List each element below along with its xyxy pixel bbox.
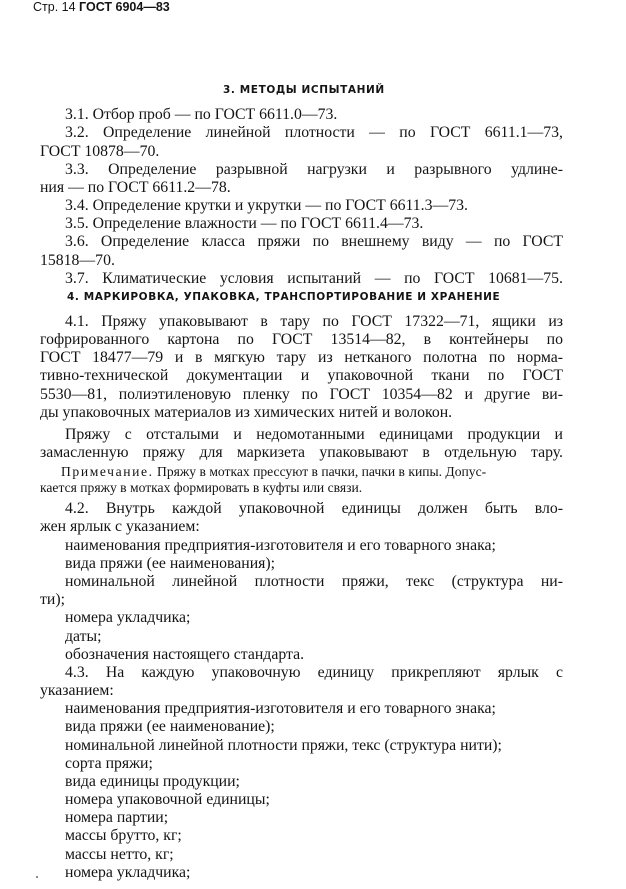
note-text: Пряжу в мотках прессуют в пачки, пачки в кипы. Допус- <box>157 464 487 479</box>
text-line: наименования предприятия-изготовителя и его товарного знака; <box>65 536 496 554</box>
section-4-heading: 4. МАРКИРОВКА, УПАКОВКА, ТРАНСПОРТИРОВАНИЕ И ХРАНЕНИЕ <box>67 290 501 303</box>
text-line: ти); <box>40 591 65 609</box>
text-line: указанием: <box>40 682 114 700</box>
note-label: Примечание. <box>61 464 154 479</box>
text-line: номера укладчика; <box>65 863 191 881</box>
text-line: номинальной линейной плотности пряжи, текс (структура нити); <box>65 736 502 754</box>
text-line: ГОСТ 18477—79 и в мягкую тару из нетканого полотна по норма- <box>40 349 563 367</box>
text-line: 4.1. Пряжу упаковывают в тару по ГОСТ 17322—71, ящики из <box>65 312 563 330</box>
text-line: сорта пряжи; <box>65 754 153 772</box>
text-line: номера укладчика; <box>65 609 191 627</box>
text-line: жен ярлык с указанием: <box>40 518 200 536</box>
scan-speck <box>36 876 38 878</box>
text-line: гофрированного картона по ГОСТ 13514—82, в контейнеры по <box>40 330 563 348</box>
text-line: вида пряжи (ее наименования); <box>65 554 276 572</box>
text-line: 3.6. Определение класса пряжи по внешнему виду — по ГОСТ <box>65 233 563 251</box>
text-line: вида пряжи (ее наименование); <box>65 718 275 736</box>
text-line: Пряжу с отсталыми и недомотанными единицами продукции и <box>65 425 563 443</box>
page-number: Стр. 14 <box>33 0 76 14</box>
text-line: 4.3. На каждую упаковочную единицу прикрепляют ярлык с <box>65 663 563 681</box>
text-line: 5530—81, полиэтиленовую пленку по ГОСТ 10354—82 и другие ви- <box>40 385 563 403</box>
text-line: 3.2. Определение линейной плотности — по ГОСТ 6611.1—73, <box>65 124 563 142</box>
text-line: вида единицы продукции; <box>65 772 240 790</box>
text-line: номера партии; <box>65 809 169 827</box>
text-line: тивно-технической документации и упаковочной ткани по ГОСТ <box>40 367 563 385</box>
section-3-heading: 3. МЕТОДЫ ИСПЫТАНИЙ <box>223 84 385 97</box>
text-line: ГОСТ 10878—70. <box>40 142 160 160</box>
text-line: 4.2. Внутрь каждой упаковочной единицы должен быть вло- <box>65 500 563 518</box>
text-line: наименования предприятия-изготовителя и его товарного знака; <box>65 700 496 718</box>
text-line: 3.5. Определение влажности — по ГОСТ 6611.4—73. <box>65 215 424 233</box>
text-line: ния — по ГОСТ 6611.2—78. <box>40 178 231 196</box>
running-header <box>33 0 170 14</box>
note-line-1 <box>61 463 486 480</box>
text-line: 3.7. Климатические условия испытаний — по ГОСТ 10681—75. <box>65 269 563 287</box>
text-line: замасленную пряжу для маркизета упаковывают в отдельную тару. <box>40 443 563 461</box>
text-line: 3.3. Определение разрывной нагрузки и разрывного удлине- <box>65 160 563 178</box>
text-line: обозначения настоящего стандарта. <box>65 645 305 663</box>
text-line: ды упаковочных материалов из химических нитей и волокон. <box>40 403 453 421</box>
text-line: 15818—70. <box>40 251 115 269</box>
note-line-2: кается пряжу в мотках формировать в куфты или связи. <box>40 480 363 496</box>
text-line: 3.4. Определение крутки и укрутки — по ГОСТ 6611.3—73. <box>65 197 468 215</box>
text-line: массы нетто, кг; <box>65 845 174 863</box>
text-line: 3.1. Отбор проб — по ГОСТ 6611.0—73. <box>65 106 338 124</box>
text-line: массы брутто, кг; <box>65 827 182 845</box>
standard-code: ГОСТ 6904—83 <box>79 0 170 14</box>
text-line: номинальной линейной плотности пряжи, текс (структура ни- <box>65 573 563 590</box>
text-line: номера упаковочной единицы; <box>65 791 270 809</box>
text-line: даты; <box>65 627 102 645</box>
